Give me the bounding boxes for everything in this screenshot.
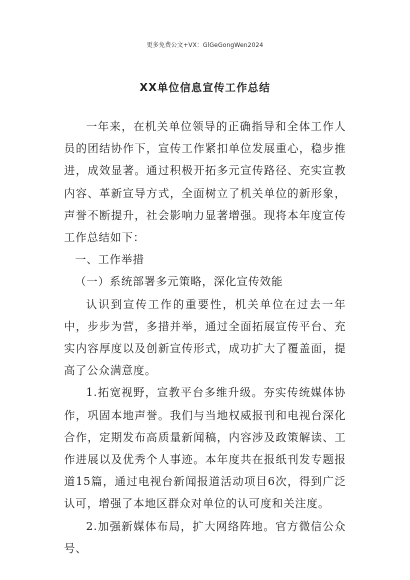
body-paragraph-2: 1.拓宽视野，宣教平台多维升级。夯实传统媒体协作，巩固本地声誉。我们与当地权威报刊和电视台深化合作，定期发布高质量新闻稿，内容涉及政策解读、工作进展以及优秀个人事迹。本年度共在报纸刊发专题报道15篇，通过电视台新闻报道活动项目6次，得到广泛认可，增强了本地区群众对单位的认可度和关注度。 (64, 386, 346, 511)
document-body (64, 116, 346, 560)
section-heading-1: 一、工作举措 (75, 253, 145, 267)
body-paragraph-1: 认识到宣传工作的重要性，机关单位在过去一年中，步步为营，多措并举，通过全面拓展宣传平台、充实内容厚度以及创新宣传形式，成功扩大了覆盖面，提高了公众满意度。 (64, 297, 346, 378)
header-note: 更多免费公文+VX：GlGeGongWen2024 (146, 42, 264, 49)
document-title: XX单位信息宣传工作总结 (139, 82, 271, 94)
subsection-heading-1: （一）系统部署多元策略，深化宣传效能 (75, 275, 283, 289)
body-paragraph-3: 2.加强新媒体布局，扩大网络阵地。官方微信公众号、 (64, 519, 346, 555)
intro-paragraph: 一年来，在机关单位领导的正确指导和全体工作人员的团结协作下，宣传工作紧扣单位发展重心，稳步推进，成效显著。通过积极开拓多元宣传路径、充实宣教内容、革新宣导方式，全面树立了机关单位的新形象，声誉不断提升，社会影响力显著增强。现将本年度宣传工作总结如下： (64, 120, 346, 245)
